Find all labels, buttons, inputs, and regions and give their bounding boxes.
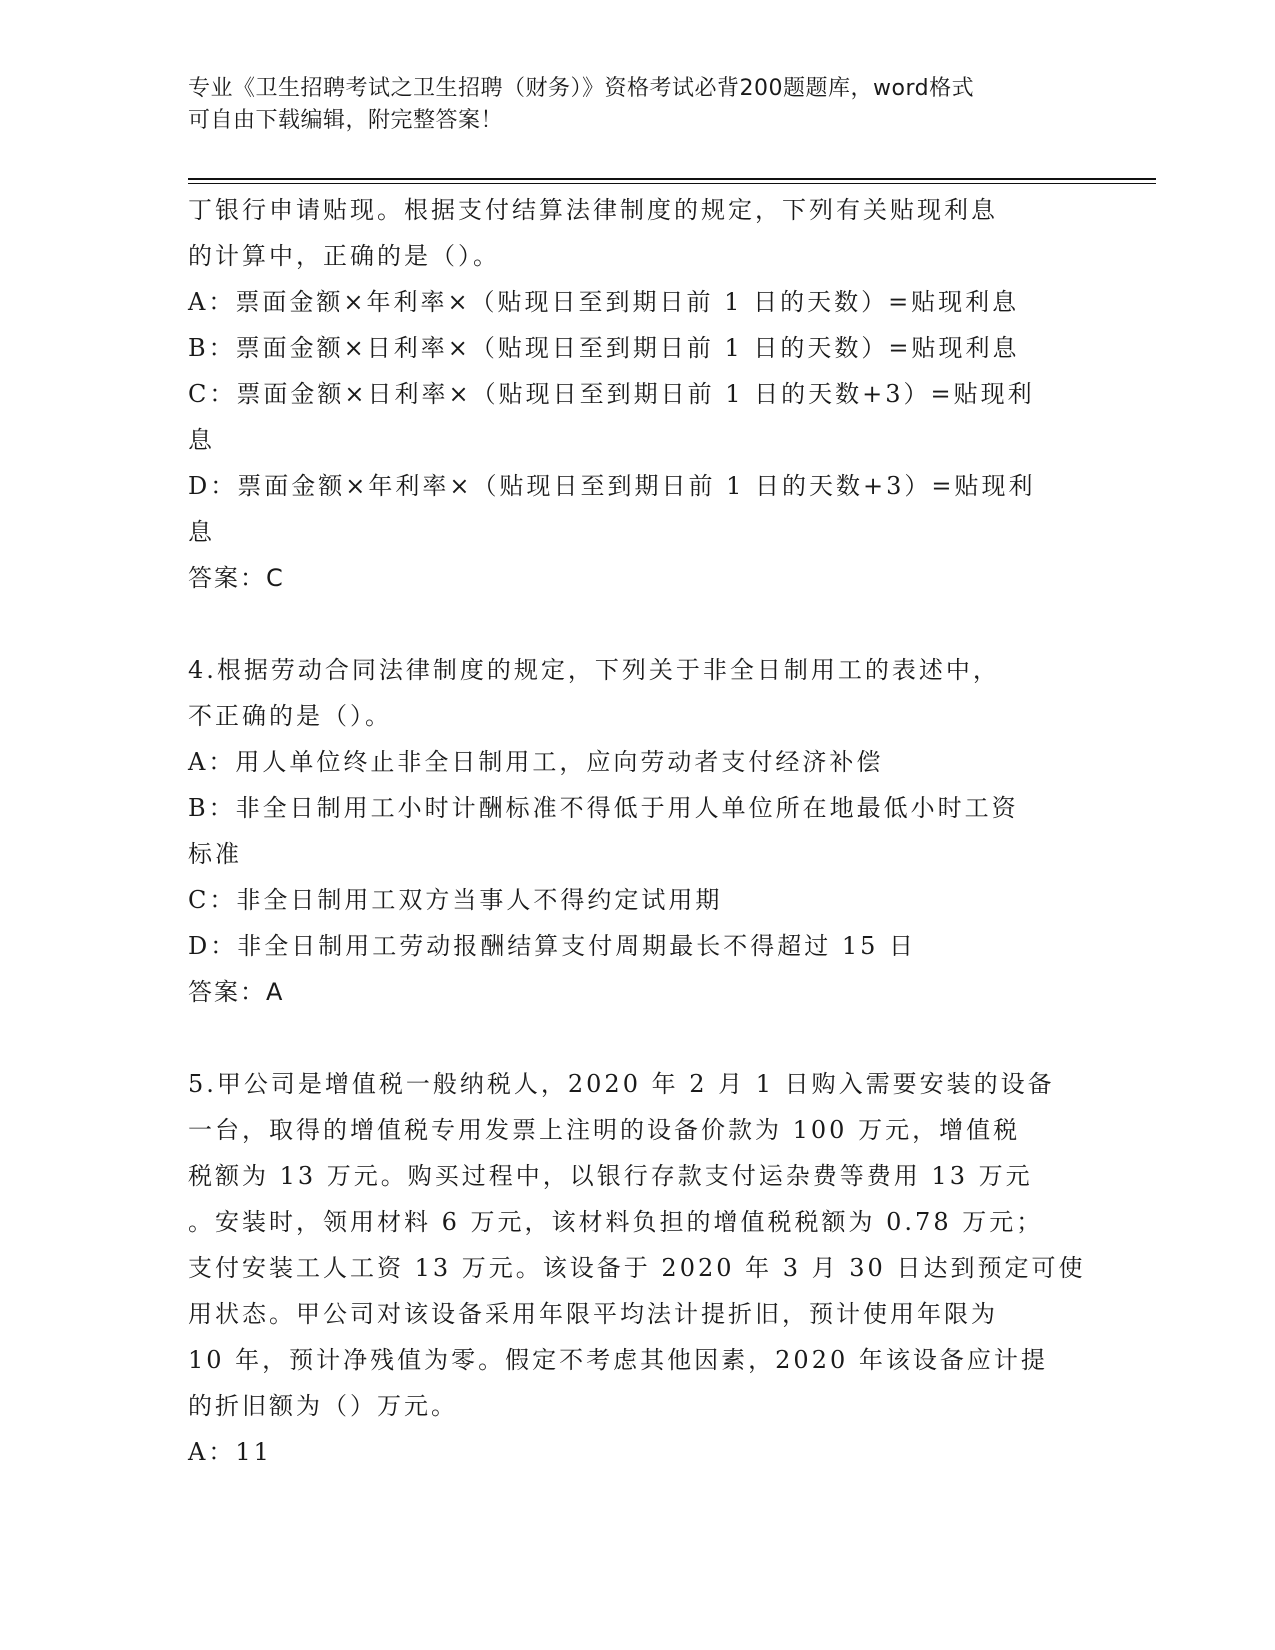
question-spacer	[188, 601, 1078, 647]
header-title-line-2: 可自由下载编辑，附完整答案！	[188, 108, 504, 133]
header-title-line-1: 专业《卫生招聘考试之卫生招聘（财务）》资格考试必背200题题库，word格式	[188, 76, 975, 101]
question-stem-line: 10 年，预计净残值为零。假定不考虑其他因素，2020 年该设备应计提	[188, 1346, 1048, 1374]
option-b: B：非全日制用工小时计酬标准不得低于用人单位所在地最低小时工资	[188, 794, 1019, 822]
question-stem-line: 的计算中，正确的是（）。	[188, 242, 500, 270]
answer-label: 答案：A	[188, 978, 285, 1006]
question-5	[188, 1061, 1086, 1475]
question-stem-line: 支付安装工人工资 13 万元。该设备于 2020 年 3 月 30 日达到预定可使	[188, 1254, 1086, 1282]
option-a: A：11	[188, 1438, 272, 1466]
question-stem-line: 用状态。甲公司对该设备采用年限平均法计提折旧，预计使用年限为	[188, 1300, 998, 1328]
question-3	[188, 187, 1078, 601]
question-stem-line: 税额为 13 万元。购买过程中，以银行存款支付运杂费等费用 13 万元	[188, 1162, 1033, 1190]
question-stem-line: 丁银行申请贴现。根据支付结算法律制度的规定，下列有关贴现利息	[188, 196, 998, 224]
option-c: C：非全日制用工双方当事人不得约定试用期	[188, 886, 723, 914]
header-divider-thin	[188, 183, 1156, 184]
option-b-continued: 标准	[188, 840, 242, 868]
document-body	[188, 187, 1086, 1475]
option-d: D：非全日制用工劳动报酬结算支付周期最长不得超过 15 日	[188, 932, 917, 960]
question-stem-line: 5.甲公司是增值税一般纳税人，2020 年 2 月 1 日购入需要安装的设备	[188, 1070, 1055, 1098]
question-stem-line: 一台，取得的增值税专用发票上注明的设备价款为 100 万元，增值税	[188, 1116, 1021, 1144]
question-stem-line: 不正确的是（）。	[188, 702, 392, 730]
option-b: B：票面金额×日利率×（贴现日至到期日前 1 日的天数）=贴现利息	[188, 334, 1020, 362]
header-divider-thick	[188, 178, 1156, 180]
option-d-continued: 息	[188, 518, 215, 546]
question-spacer	[188, 1015, 1078, 1061]
answer-label: 答案：C	[188, 564, 285, 592]
option-a: A：票面金额×年利率×（贴现日至到期日前 1 日的天数）=贴现利息	[188, 288, 1020, 316]
option-d: D：票面金额×年利率×（贴现日至到期日前 1 日的天数+3）=贴现利	[188, 472, 1036, 500]
option-c: C：票面金额×日利率×（贴现日至到期日前 1 日的天数+3）=贴现利	[188, 380, 1035, 408]
question-4	[188, 647, 1078, 1015]
option-a: A：用人单位终止非全日制用工，应向劳动者支付经济补偿	[188, 748, 884, 776]
question-stem-line: 。安装时，领用材料 6 万元，该材料负担的增值税税额为 0.78 万元；	[188, 1208, 1044, 1236]
page-header	[188, 73, 1068, 137]
question-stem-line: 4.根据劳动合同法律制度的规定，下列关于非全日制用工的表述中，	[188, 656, 1000, 684]
question-stem-line: 的折旧额为（）万元。	[188, 1392, 458, 1420]
option-c-continued: 息	[188, 426, 215, 454]
